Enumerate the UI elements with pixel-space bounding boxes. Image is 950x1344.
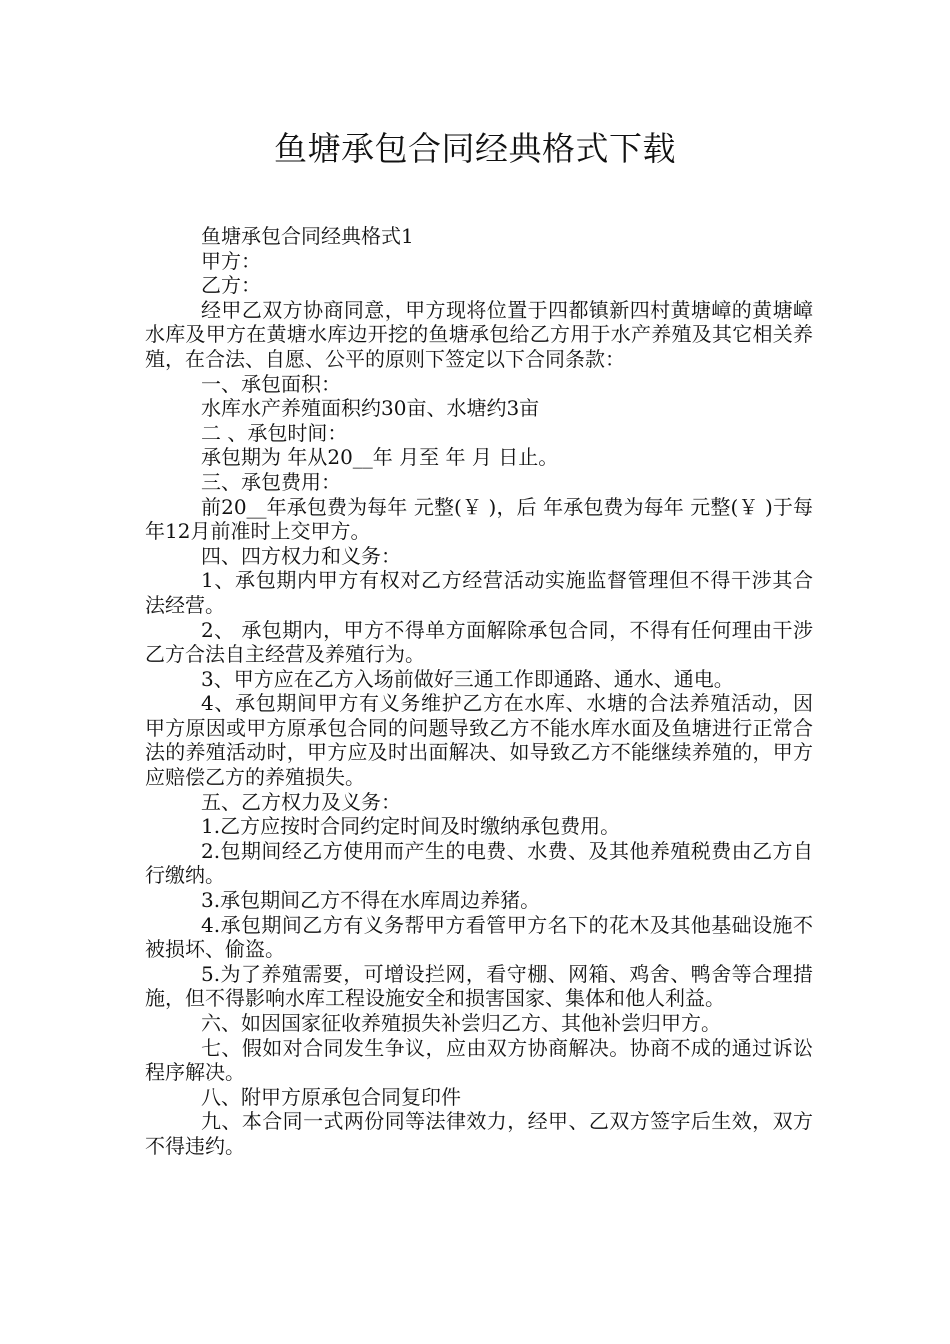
clause-compensation: 六、如因国家征收养殖损失补尝归乙方、其他补尝归甲方。	[201, 1011, 721, 1035]
document-body	[145, 224, 813, 1159]
section-heading-party-a-rights: 四、四方权力和义务：	[201, 543, 401, 568]
party-b-clause-3: 3.承包期间乙方不得在水库周边养猪。	[201, 888, 541, 913]
party-a-clause-1: 1、承包期内甲方有权对乙方经营活动实施监督管理但不得干涉其合法经营。	[145, 568, 813, 617]
party-b-clause-4: 4.承包期间乙方有义务帮甲方看管甲方名下的花木及其他基础设施不被损坏、偷盗。	[145, 912, 813, 962]
party-b-clause-1: 1.乙方应按时合同约定时间及时缴纳承包费用。	[201, 814, 621, 839]
subtitle-paragraph: 鱼塘承包合同经典格式1	[201, 224, 414, 248]
party-b-clause-5: 5.为了养殖需要，可增设拦网，看守棚、网箱、鸡舍、鸭舍等合理措施，但不得影响水库工程设施安全和损害国家、集体和他人利益。	[145, 961, 813, 1011]
party-a-clause-2: 2、 承包期内，甲方不得单方面解除承包合同，不得有任何理由干涉乙方合法自主经营及养殖行为。	[145, 617, 813, 667]
document-title: 鱼塘承包合同经典格式下载	[274, 129, 676, 168]
party-b-line: 乙方：	[201, 273, 261, 298]
party-b-clause-2: 2.包期间经乙方使用而产生的电费、水费、及其他养殖税费由乙方自行缴纳。	[145, 838, 813, 888]
intro-paragraph: 经甲乙双方协商同意，甲方现将位置于四都镇新四村黄塘嶂的黄塘嶂水库及甲方在黄塘水库边开挖的鱼塘承包给乙方用于水产养殖及其它相关养殖，在合法、自愿、公平的原则下签定以下合同条款：	[145, 297, 813, 371]
section-heading-fee: 三、承包费用：	[201, 469, 341, 494]
section-heading-area: 一、承包面积：	[201, 371, 341, 396]
section-heading-period: 二 、承包时间：	[201, 420, 348, 445]
clause-attachment: 八、附甲方原承包合同复印件	[201, 1084, 461, 1109]
party-a-line: 甲方：	[201, 248, 261, 273]
clause-dispute: 七、假如对合同发生争议，应由双方协商解决。协商不成的通过诉讼程序解决。	[145, 1035, 813, 1085]
party-a-clause-4: 4、承包期间甲方有义务维护乙方在水库、水塘的合法养殖活动，因甲方原因或甲方原承包合同的问题导致乙方不能水库水面及鱼塘进行正常合法的养殖活动时，甲方应及时出面解决、如导致乙方不能继续养殖的，甲方应赔偿乙方的养殖损失。	[145, 691, 813, 790]
clause-effectiveness: 九、本合同一式两份同等法律效力，经甲、乙双方签字后生效，双方不得违约。	[145, 1109, 813, 1158]
party-a-clause-3: 3、甲方应在乙方入场前做好三通工作即通路、通水、通电。	[201, 666, 734, 691]
fee-detail: 前20__年承包费为每年 元整(￥ )，后 年承包费为每年 元整(￥ )于每年12月前准时上交甲方。	[145, 494, 813, 544]
period-detail: 承包期为 年从20__年 月至 年 月 日止。	[201, 445, 559, 470]
area-detail: 水库水产养殖面积约30亩、水塘约3亩	[201, 396, 540, 421]
section-heading-party-b-rights: 五、乙方权力及义务：	[201, 789, 401, 814]
